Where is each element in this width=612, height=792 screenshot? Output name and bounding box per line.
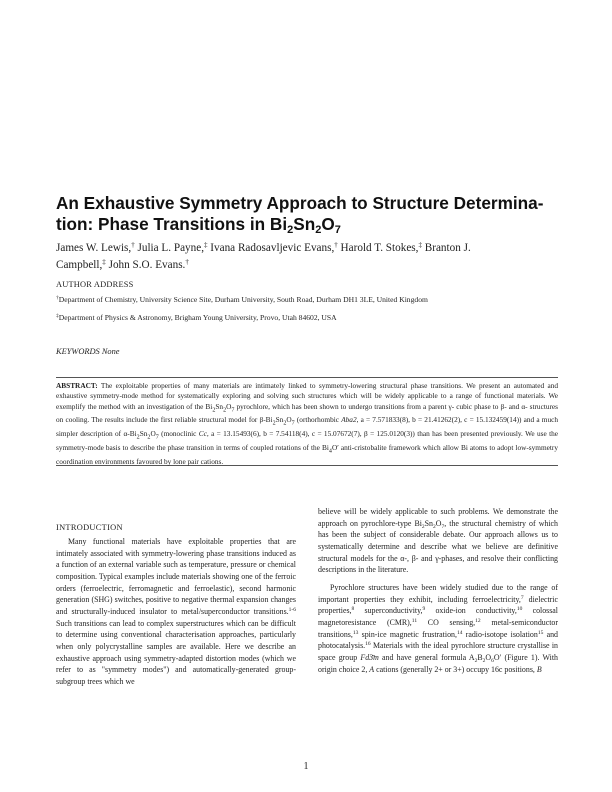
paper-title: An Exhaustive Symmetry Approach to Structure Determina- tion: Phase Transitions in $Bi_2Sn_2O_7$	[56, 193, 544, 236]
intro-column-left	[56, 536, 296, 688]
intro-paragraph-2: Pyrochlore structures have been widely studied due to the range of important properties they exhibit, including ferroelectricity,$^7$ dielectric properties,$^8$ superconductivity,$^9$ oxide-ion conductivity,$^{10}$ colossal magnetoresistance (CMR),$^{11}$ CO sensing,$^{12}$ metal-semiconductor transitions,$^{13}$ spin-ice magnetic frustration,$^{14}$ radio-isotope isolation$^{15}$ and photocatalysis.$^{16}$ Materials with the ideal pyrochlore structure crystallise in space group Fd3̄m and have general formula $A_2B_2O_6O'$ (Figure 1). With origin choice 2, A cations (generally 2+ or 3+) occupy 16c positions, B	[318, 582, 559, 674]
abstract: ABSTRACT: The exploitable properties of many materials are intimately linked to symmetry-lowering structural phase transitions. We present an automated and exhaustive symmetry-mode method for systematically exploring and solving such structures which will be widely applicable to a range of functional materials. We exemplify the method with an investigation of the $Bi_2Sn_2O_7$ pyrochlore, which has been shown to undergo transitions from a parent γ- cubic phase to β- and α- structures on cooling. The results include the first reliable structural model for $\beta-Bi_2Sn_2O_7$ (orthorhombic Aba2, a = 7.571833(8), b = 21.41262(2), c = 15.132459(14)) and a much simpler description of $\alpha-Bi_2Sn_2O_7$ (monoclinic Cc, a = 13.15493(6), b = 7.54118(4), c = 15.07672(7), β = 125.0120(3)) than has been presented previously. We use the symmetry-mode basis to describe the phase transition in terms of coupled rotations of the $Bi_4O'$ anti-cristobalite framework which allow Bi atoms to adopt low-symmetry coordination environments favoured by lone pair cations.	[56, 381, 559, 466]
title-line-2: tion: Phase Transitions in Bi	[56, 214, 288, 234]
intro-column-right	[318, 506, 558, 675]
title-line-1: An Exhaustive Symmetry Approach to Structure Determina-	[56, 193, 544, 213]
author-list: James W. Lewis,† Julia L. Payne,‡ Ivana Radosavljevic Evans,† Harold T. Stokes,‡ Branton J. Campbell,‡ John S.O. Evans.†	[56, 241, 471, 271]
author-address-heading: AUTHOR ADDRESS	[56, 280, 134, 289]
intro-paragraph-1-continued: believe will be widely applicable to such problems. We demonstrate the approach on pyrochlore-type $Bi_2Sn_2O_7$, the structural chemistry of which has been the subject of considerable debate. Our approach allows us to systematically determine and describe what we believe are definitive structural models for the α-, β- and γ-phases, and resolve their conflicting descriptions in the literature.	[318, 507, 558, 575]
abstract-label: ABSTRACT:	[56, 381, 98, 390]
affiliation-durham: †Department of Chemistry, University Science Site, Durham University, South Road, Durham DH1 3LE, United Kingdom	[56, 295, 428, 304]
intro-paragraph-1: Many functional materials have exploitable properties that are intimately associated with symmetry-lowering phase transitions induced as a function of an external variable such as temperature, pressure or chemical composition. Typical examples include materials showing one of the ferroic orders (ferroelectric, ferromagnetic and ferroelastic), second harmonic generation (SHG) switches, positive to negative thermal expansion changes and structurally-induced insulator to metal/superconductor transitions.$^{1-6}$ Such transitions can lead to complex superstructures which can be difficult to determine using conventional characterisation approaches, particularly when only polycrystalline samples are available. Here we describe an exhaustive approach using symmetry-adapted distortion modes (which we refer to as "symmetry modes") and automatically-generated group-subgroup trees which we	[56, 537, 296, 686]
affiliation-byu: ‡Department of Physics & Astronomy, Brigham Young University, Provo, Utah 84602, USA	[56, 313, 337, 322]
section-heading-introduction: INTRODUCTION	[56, 523, 123, 532]
page-number: 1	[303, 761, 309, 772]
keywords: KEYWORDS None	[56, 347, 120, 356]
